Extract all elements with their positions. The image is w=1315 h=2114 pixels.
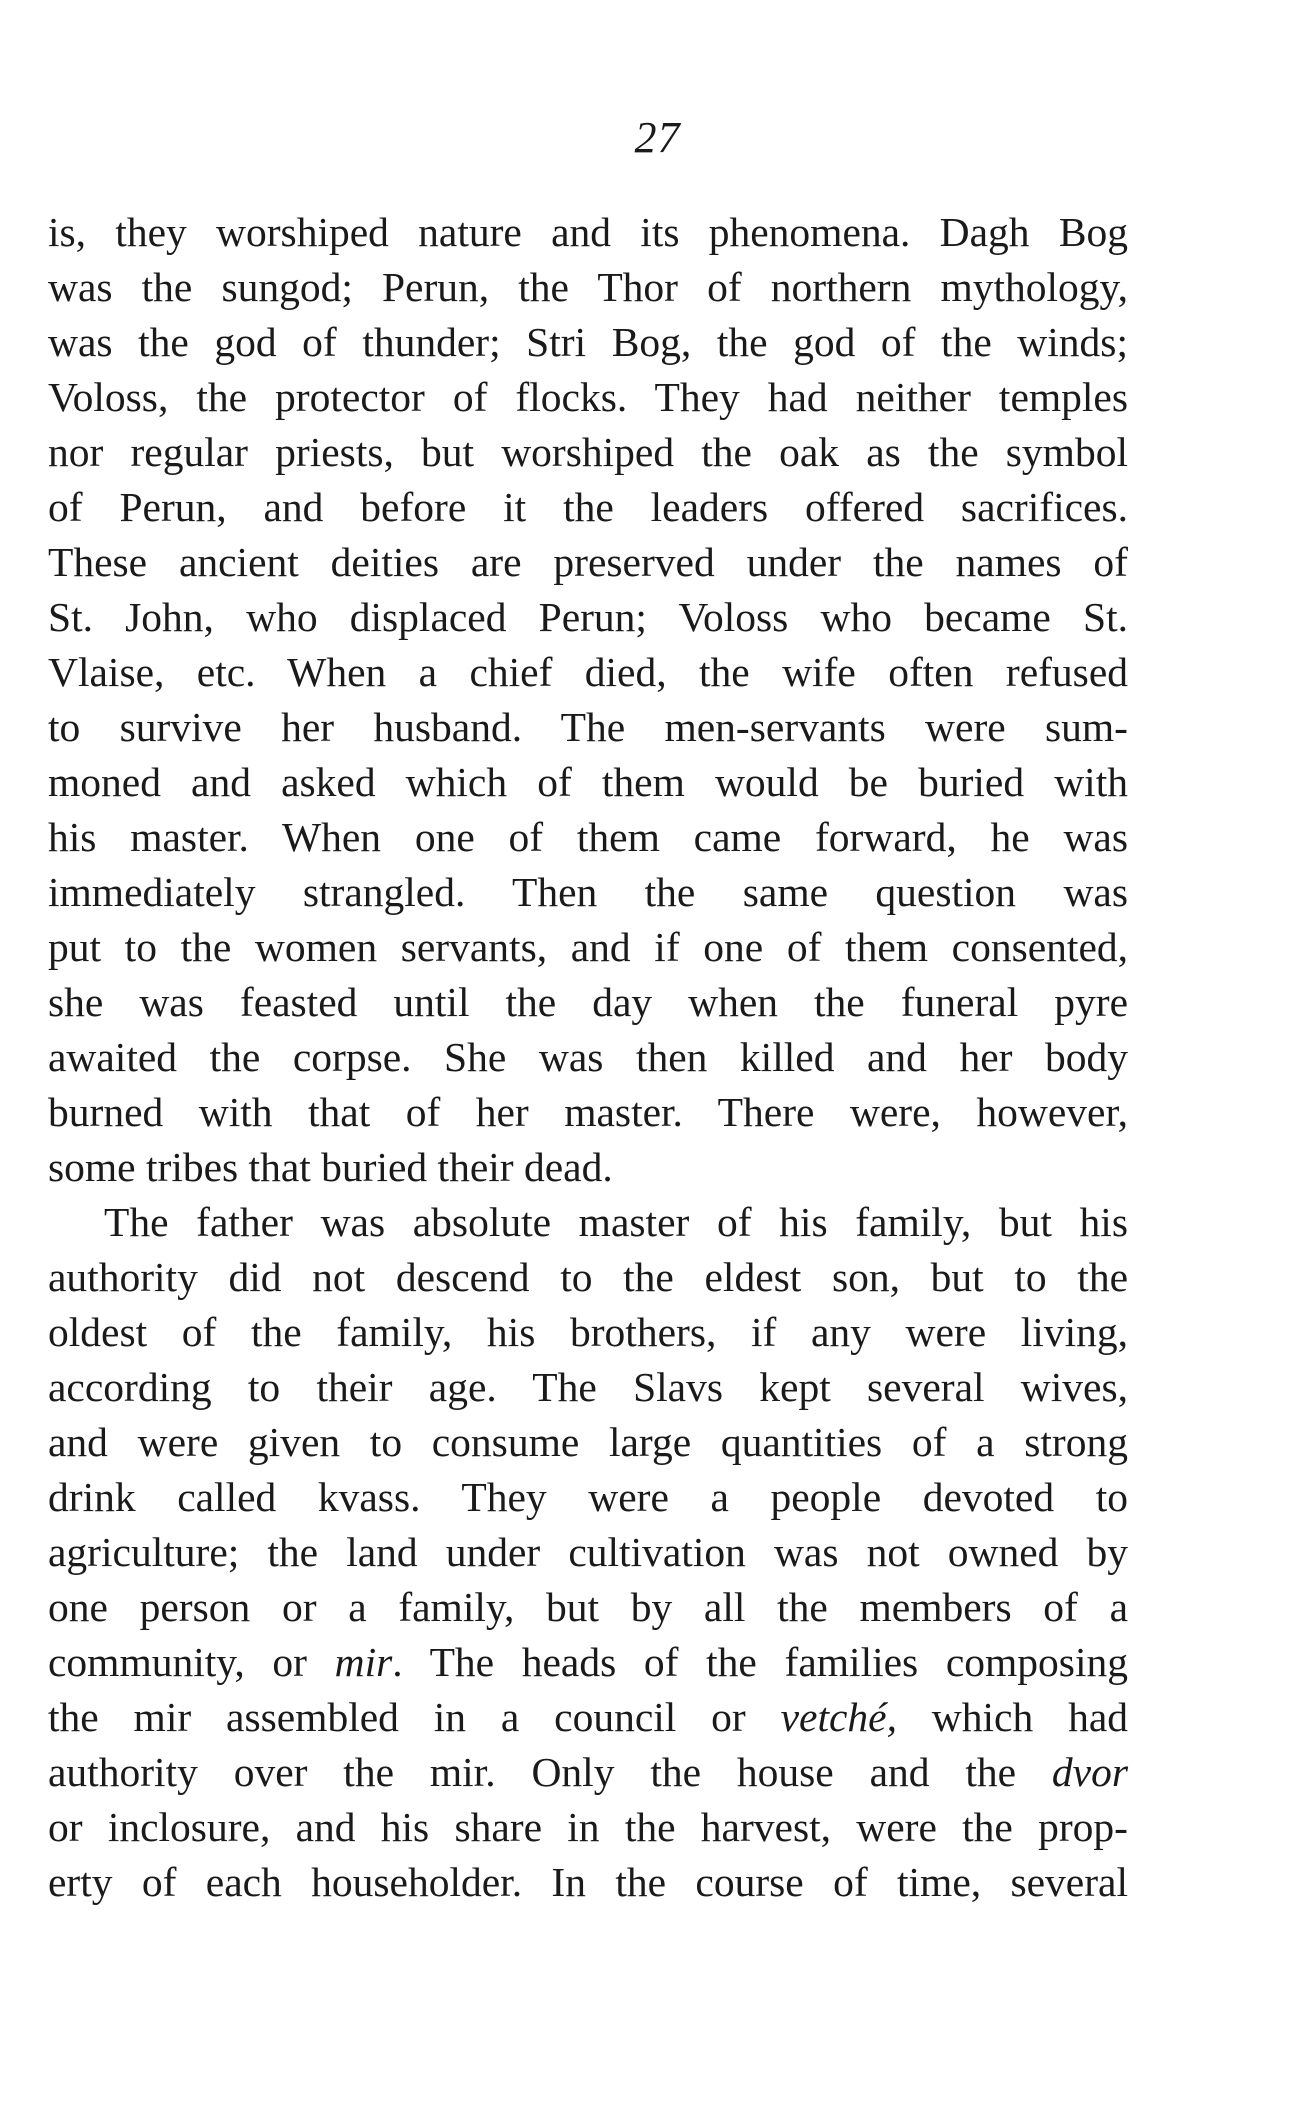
text-line: drink called kvass. They were a people devoted to — [48, 1474, 1128, 1520]
text-line: put to the women servants, and if one of them consented, — [48, 924, 1128, 970]
text-line: was the god of thunder; Stri Bog, the god of the winds; — [48, 319, 1128, 365]
text-segment: authority over the mir. Only the house and the — [48, 1749, 1052, 1795]
text-line: was the sungod; Perun, the Thor of northern mythology, — [48, 264, 1128, 310]
text-line: immediately strangled. Then the same question was — [48, 869, 1128, 915]
text-line: one person or a family, but by all the members of a — [48, 1584, 1128, 1630]
italic-term-vetche: vetché, — [780, 1694, 897, 1740]
text-line: she was feasted until the day when the funeral pyre — [48, 979, 1128, 1025]
text-segment: the mir assembled in a council or — [48, 1694, 781, 1740]
page-number: 27 — [634, 113, 681, 162]
text-line — [48, 1745, 1128, 1800]
text-line: moned and asked which of them would be buried with — [48, 759, 1128, 805]
text-line: is, they worshiped nature and its phenomena. Dagh Bog — [48, 209, 1128, 255]
text-line: agriculture; the land under cultivation was not owned by — [48, 1529, 1128, 1575]
text-line: authority did not descend to the eldest son, but to the — [48, 1254, 1128, 1300]
text-line: to survive her husband. The men-servants were sum- — [48, 704, 1128, 750]
text-line: awaited the corpse. She was then killed and her body — [48, 1034, 1128, 1080]
text-line: oldest of the family, his brothers, if any were living, — [48, 1309, 1128, 1355]
paragraph-1 — [48, 205, 1128, 1195]
text-line: Voloss, the protector of flocks. They had neither temples — [48, 374, 1128, 420]
body-text — [48, 205, 1128, 1910]
text-line: The father was absolute master of his family, but his — [104, 1199, 1128, 1245]
text-line: of Perun, and before it the leaders offered sacrifices. — [48, 484, 1128, 530]
text-line: St. John, who displaced Perun; Voloss who became St. — [48, 594, 1128, 640]
text-line: erty of each householder. In the course of time, several — [48, 1859, 1128, 1905]
paragraph-2 — [48, 1195, 1128, 1910]
text-line: according to their age. The Slavs kept several wives, — [48, 1364, 1128, 1410]
text-line: burned with that of her master. There were, however, — [48, 1089, 1128, 1135]
text-line — [48, 1635, 1128, 1690]
text-line: nor regular priests, but worshiped the oak as the symbol — [48, 429, 1128, 475]
text-line: some tribes that buried their dead. — [48, 1144, 613, 1190]
italic-term-mir: mir — [334, 1639, 393, 1685]
text-line — [48, 1690, 1128, 1745]
text-segment: . The heads of the families composing — [392, 1639, 1128, 1685]
text-segment: which had — [896, 1694, 1129, 1740]
italic-term-dvor: dvor — [1051, 1749, 1128, 1795]
text-line: Vlaise, etc. When a chief died, the wife often refused — [48, 649, 1128, 695]
text-line: or inclosure, and his share in the harvest, were the prop- — [48, 1804, 1128, 1850]
text-segment: community, or — [48, 1639, 335, 1685]
text-line: and were given to consume large quantities of a strong — [48, 1419, 1128, 1465]
text-line: his master. When one of them came forward, he was — [48, 814, 1128, 860]
text-line: These ancient deities are preserved under the names of — [48, 539, 1128, 585]
